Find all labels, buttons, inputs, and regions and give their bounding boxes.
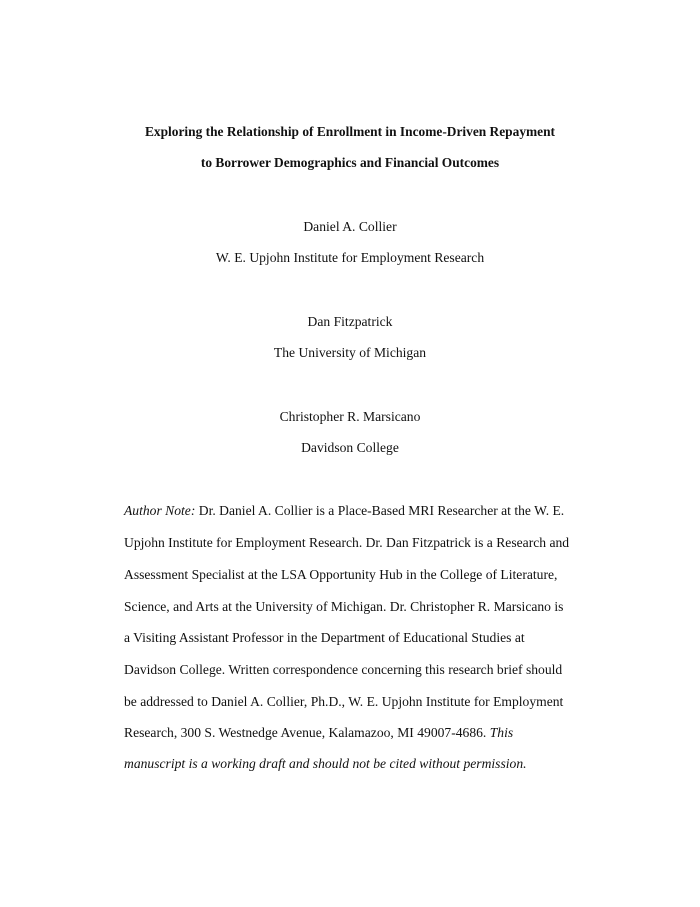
author-note-line-2: Upjohn Institute for Employment Research. Dr. Dan Fitzpatrick is a Research and: [124, 535, 570, 550]
title-line-2: to Borrower Demographics and Financial Outcomes: [200, 155, 500, 170]
author-note-line-7: be addressed to Daniel A. Collier, Ph.D., W. E. Upjohn Institute for Employment: [124, 694, 564, 709]
author-note-line-3: Assessment Specialist at the LSA Opportunity Hub in the College of Literature,: [124, 567, 558, 582]
author-note-italic-tail: This: [489, 725, 514, 740]
author-note-line-1: [124, 503, 564, 519]
author-note-line-6: Davidson College. Written correspondence concerning this research brief should: [124, 662, 563, 677]
author-2-name: Dan Fitzpatrick: [307, 314, 393, 329]
author-3-name: Christopher R. Marsicano: [279, 409, 421, 424]
author-note-line-9: manuscript is a working draft and should not be cited without permission.: [124, 756, 527, 771]
title-line-1: Exploring the Relationship of Enrollment in Income-Driven Repayment: [144, 124, 556, 139]
author-3-affiliation: Davidson College: [301, 440, 399, 455]
author-1-name: Daniel A. Collier: [303, 219, 397, 234]
author-1-affiliation: W. E. Upjohn Institute for Employment Research: [215, 250, 485, 265]
author-note-line-5: a Visiting Assistant Professor in the Department of Educational Studies at: [124, 630, 525, 645]
author-note-text: Research, 300 S. Westnedge Avenue, Kalamazoo, MI 49007-4686.: [124, 725, 490, 740]
author-note-line-8: [124, 725, 513, 741]
author-note-line-4: Science, and Arts at the University of Michigan. Dr. Christopher R. Marsicano is: [124, 599, 564, 614]
author-note-label: Author Note:: [124, 503, 196, 518]
author-note-text: Dr. Daniel A. Collier is a Place-Based MRI Researcher at the W. E.: [195, 503, 565, 518]
author-2-affiliation: The University of Michigan: [273, 345, 427, 360]
